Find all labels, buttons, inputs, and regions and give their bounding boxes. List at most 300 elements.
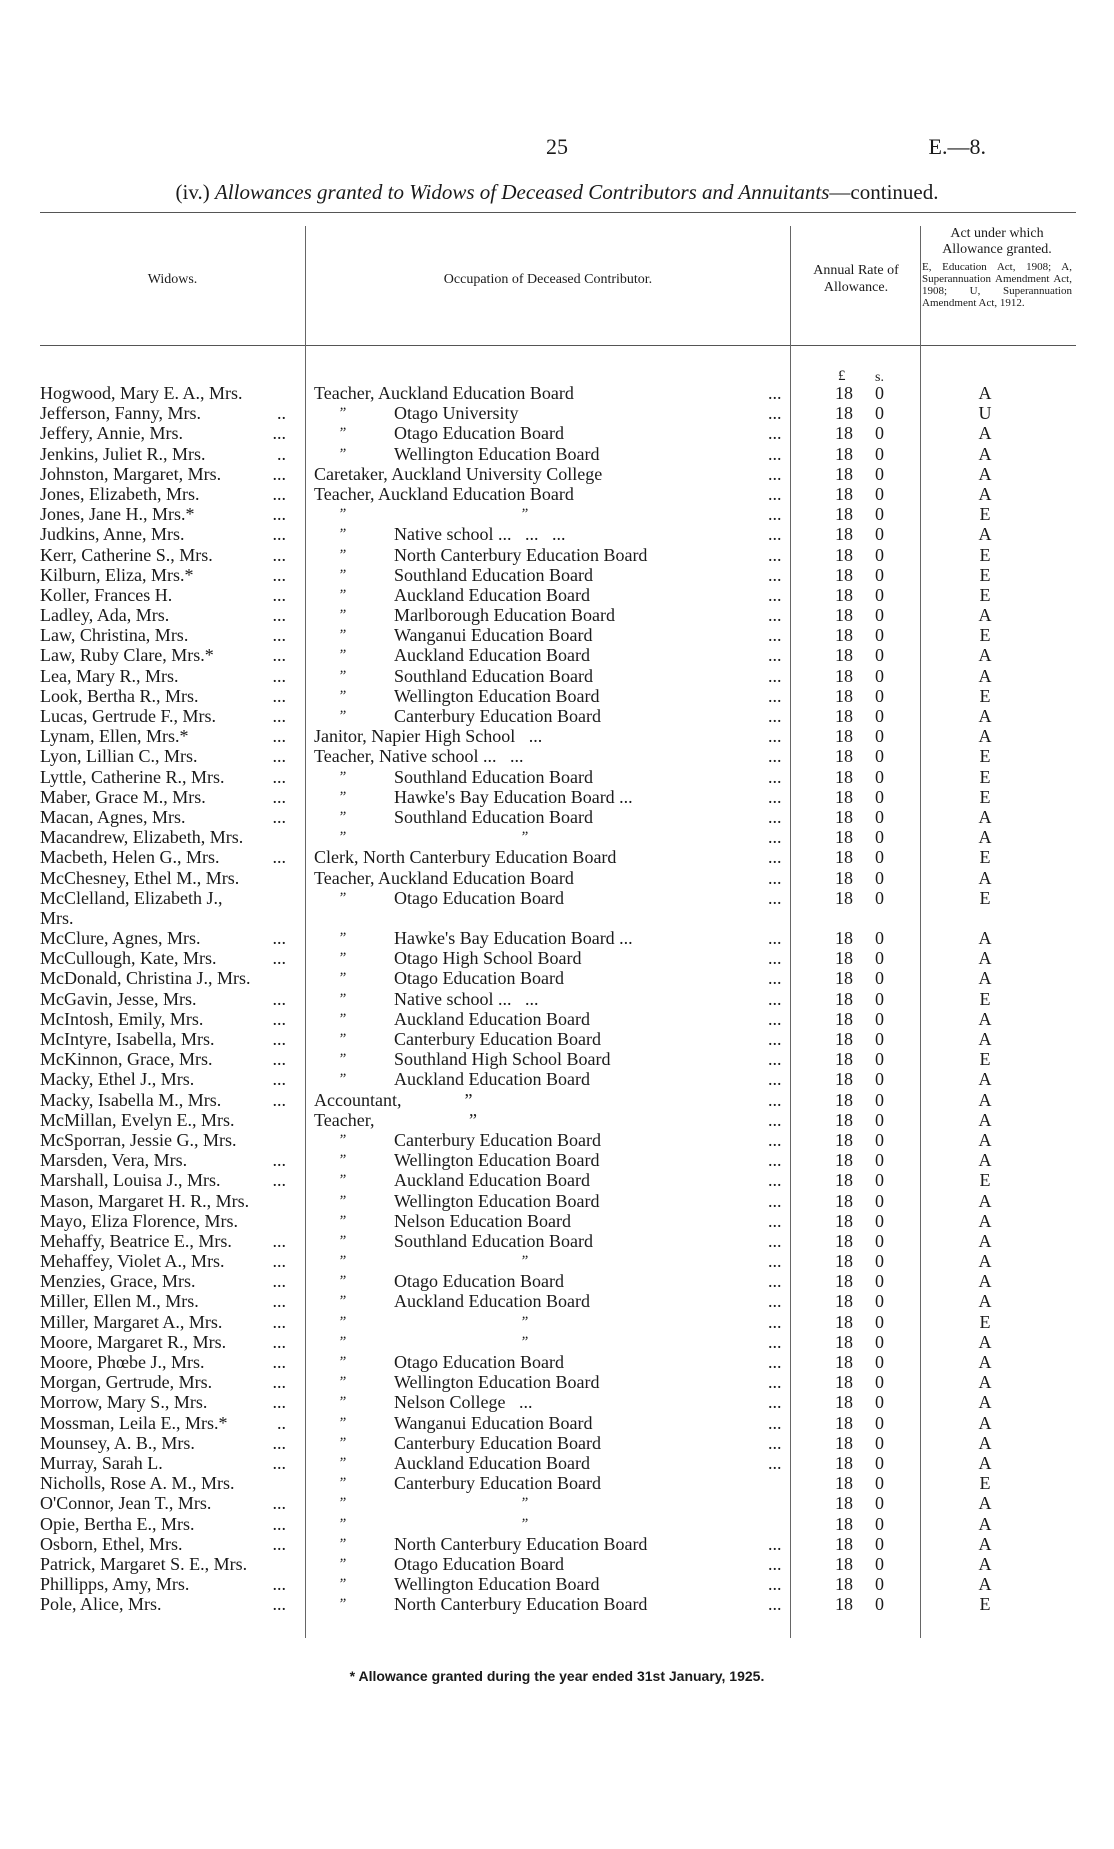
ditto-mark: ” xyxy=(338,647,347,664)
occupation: Marlborough Education Board xyxy=(394,605,615,626)
rate-pounds: 18 xyxy=(835,403,853,424)
occupation: Canterbury Education Board xyxy=(394,1029,601,1050)
widow-name-cell xyxy=(40,847,298,867)
ditto-mark: ” xyxy=(338,687,347,704)
table-row xyxy=(0,1534,1114,1554)
widow-name: Mehaffey, Violet A., Mrs. xyxy=(40,1251,225,1272)
occupation: Hawke's Bay Education Board ... xyxy=(394,928,633,949)
widow-name: McIntyre, Isabella, Mrs. xyxy=(40,1029,215,1050)
table-row xyxy=(0,888,1114,928)
rate-shillings: 0 xyxy=(875,584,884,605)
occupation-leader-dots: ... xyxy=(768,1432,782,1453)
ditto-mark: ” xyxy=(338,566,347,583)
act-code: A xyxy=(978,1574,992,1595)
rate-shillings: 0 xyxy=(875,948,884,969)
widow-name-cell xyxy=(40,1473,298,1493)
rate-shillings: 0 xyxy=(875,1210,884,1231)
table-row xyxy=(0,767,1114,787)
occupation: Wellington Education Board xyxy=(394,685,600,706)
occupation: Southland Education Board xyxy=(394,564,593,585)
widow-name-cell xyxy=(40,1090,298,1110)
occupation-leader-dots: ... xyxy=(768,968,782,989)
ditto-mark: ” xyxy=(338,1172,347,1189)
ditto-mark: ” xyxy=(338,1414,347,1431)
ditto-mark: ” xyxy=(338,627,347,644)
occupation: Nelson College ... xyxy=(394,1392,533,1413)
act-code: A xyxy=(978,1190,992,1211)
widow-name: Lynam, Ellen, Mrs.* xyxy=(40,726,189,747)
name-leader-dots: ... xyxy=(272,706,286,726)
act-code: E xyxy=(979,584,991,605)
occupation-leader-dots: ... xyxy=(768,1574,782,1595)
name-leader-dots: ... xyxy=(272,665,286,686)
widow-name-cell xyxy=(40,1170,298,1190)
widow-name-cell xyxy=(40,868,298,888)
ditto-mark: ” xyxy=(338,1212,347,1229)
rate-shillings: 0 xyxy=(875,1452,884,1473)
column-header-act-note: E, Education Act, 1908; A, Superannuation Amendment Act, 1908; U, Superannuation Amendment Act, 1912. xyxy=(922,261,1072,309)
ditto-mark: ” xyxy=(338,829,347,846)
occupation-leader-dots: ... xyxy=(768,1372,782,1393)
act-code: A xyxy=(978,928,992,949)
widow-name: Murray, Sarah L. xyxy=(40,1452,163,1473)
act-code: A xyxy=(978,948,992,969)
ditto-mark: ” xyxy=(338,526,347,543)
act-code: A xyxy=(978,1432,992,1453)
rate-shillings: 0 xyxy=(875,1089,884,1110)
table-row xyxy=(0,807,1114,827)
rate-shillings: 0 xyxy=(875,1553,884,1574)
occupation-leader-dots: ... xyxy=(768,403,782,424)
name-leader-dots: ... xyxy=(272,1170,286,1191)
ditto-mark: ” xyxy=(338,1576,347,1593)
widow-name: Lyon, Lillian C., Mrs. xyxy=(40,746,198,767)
table-row xyxy=(0,1029,1114,1049)
table-row xyxy=(0,1312,1114,1332)
widow-name: Moore, Phœbe J., Mrs. xyxy=(40,1352,205,1373)
rate-pounds: 18 xyxy=(835,1008,853,1029)
occupation-leader-dots: ... xyxy=(768,786,782,807)
table-row xyxy=(0,444,1114,464)
rate-shillings: 0 xyxy=(875,968,884,989)
act-code: A xyxy=(978,1493,992,1514)
rate-pounds: 18 xyxy=(835,1311,853,1332)
occupation: Southland Education Board xyxy=(394,665,593,686)
widow-name-cell xyxy=(40,1049,298,1069)
act-code: A xyxy=(978,1129,992,1150)
widow-name-cell xyxy=(40,484,298,504)
widow-name: Nicholls, Rose A. M., Mrs. xyxy=(40,1473,235,1494)
rate-pounds: 18 xyxy=(835,1432,853,1453)
ditto-mark: ” xyxy=(338,1434,347,1451)
occupation-leader-dots: ... xyxy=(768,1533,782,1554)
occupation: Teacher, ” xyxy=(314,1109,477,1130)
occupation-leader-dots: ... xyxy=(768,988,782,1009)
column-header-act-line1: Act under which xyxy=(950,226,1044,241)
widow-name-cell xyxy=(40,827,298,847)
ditto-mark: ” xyxy=(338,768,347,785)
table-row xyxy=(0,1251,1114,1271)
widow-name-cell xyxy=(40,1493,298,1513)
occupation: Wanganui Education Board xyxy=(394,1412,593,1433)
occupation-leader-dots: ... xyxy=(768,504,782,525)
act-code: A xyxy=(978,423,992,444)
widow-name: Phillipps, Amy, Mrs. xyxy=(40,1574,190,1595)
act-code: A xyxy=(978,1291,992,1312)
rate-pounds: 18 xyxy=(835,665,853,686)
table-row xyxy=(0,1191,1114,1211)
widow-name: Mossman, Leila E., Mrs.* xyxy=(40,1412,228,1433)
widow-name: Macky, Isabella M., Mrs. xyxy=(40,1089,222,1110)
occupation-leader-dots: ... xyxy=(768,1029,782,1050)
rate-pounds: 18 xyxy=(835,1331,853,1352)
name-leader-dots: ... xyxy=(272,1574,286,1595)
occupation-leader-dots: ... xyxy=(768,584,782,605)
rate-shillings: 0 xyxy=(875,1129,884,1150)
table-row xyxy=(0,1130,1114,1150)
widow-name-cell xyxy=(40,423,298,443)
rate-pounds: 18 xyxy=(835,867,853,888)
table-row xyxy=(0,1231,1114,1251)
rate-shillings: 0 xyxy=(875,423,884,444)
name-leader-dots: ... xyxy=(272,1311,286,1332)
widow-name: Judkins, Anne, Mrs. xyxy=(40,524,185,545)
act-code: A xyxy=(978,1392,992,1413)
widow-name: Maber, Grace M., Mrs. xyxy=(40,786,206,807)
occupation: Southland Education Board xyxy=(394,1230,593,1251)
occupation: North Canterbury Education Board xyxy=(394,1594,648,1615)
act-code: A xyxy=(978,968,992,989)
ditto-mark: ” xyxy=(338,1192,347,1209)
rate-shillings: 0 xyxy=(875,1412,884,1433)
occupation: Teacher, Native school ... ... xyxy=(314,746,524,767)
table-row xyxy=(0,1110,1114,1130)
rate-pounds: 18 xyxy=(835,1533,853,1554)
rate-shillings: 0 xyxy=(875,1251,884,1272)
name-leader-dots: ... xyxy=(272,645,286,666)
rate-pounds: 18 xyxy=(835,1594,853,1615)
table-row xyxy=(0,1554,1114,1574)
table-row xyxy=(0,1453,1114,1473)
act-code: A xyxy=(978,1533,992,1554)
rate-pounds: 18 xyxy=(835,1150,853,1171)
act-code: A xyxy=(978,1412,992,1433)
occupation: Nelson Education Board xyxy=(394,1210,571,1231)
occupation-leader-dots: ... xyxy=(768,1129,782,1150)
name-leader-dots: ... xyxy=(272,1331,286,1352)
occupation: Teacher, Auckland Education Board xyxy=(314,483,574,504)
table-row xyxy=(0,968,1114,988)
ditto-mark: ” xyxy=(338,930,347,947)
occupation-leader-dots: ... xyxy=(768,544,782,565)
occupation-leader-dots: ... xyxy=(768,847,782,868)
occupation: ” xyxy=(520,829,529,846)
rate-shillings: 0 xyxy=(875,1008,884,1029)
widow-name-cell xyxy=(40,504,298,524)
rate-pounds: 18 xyxy=(835,1493,853,1514)
widow-name: McClure, Agnes, Mrs. xyxy=(40,928,201,949)
widow-name-cell xyxy=(40,464,298,484)
widow-name-cell xyxy=(40,989,298,1009)
widow-name: Mounsey, A. B., Mrs. xyxy=(40,1432,195,1453)
occupation-leader-dots: ... xyxy=(768,1271,782,1292)
widow-name-cell xyxy=(40,1231,298,1251)
table-row xyxy=(0,464,1114,484)
widow-name-cell xyxy=(40,1069,298,1089)
ditto-mark: ” xyxy=(338,1232,347,1249)
occupation-leader-dots: ... xyxy=(768,1069,782,1090)
occupation-leader-dots: ... xyxy=(768,1311,782,1332)
rate-pounds: 18 xyxy=(835,685,853,706)
table-row xyxy=(0,1332,1114,1352)
rate-shillings: 0 xyxy=(875,504,884,525)
act-code: A xyxy=(978,383,992,403)
widow-name-cell xyxy=(40,746,298,766)
occupation: ” xyxy=(520,1495,529,1512)
ditto-mark: ” xyxy=(338,950,347,967)
rate-shillings: 0 xyxy=(875,564,884,585)
rate-shillings: 0 xyxy=(875,1150,884,1171)
ditto-mark: ” xyxy=(338,667,347,684)
name-leader-dots: ... xyxy=(272,1352,286,1373)
widow-name: Jeffery, Annie, Mrs. xyxy=(40,423,183,444)
name-leader-dots: ... xyxy=(272,726,286,747)
table-row xyxy=(0,1413,1114,1433)
section-title-text: Allowances granted to Widows of Deceased Contributors and Annuitants xyxy=(214,180,830,204)
rate-pounds: 18 xyxy=(835,443,853,464)
ditto-mark: ” xyxy=(338,405,347,422)
name-leader-dots: ... xyxy=(272,463,286,484)
ditto-mark: ” xyxy=(338,1475,347,1492)
widow-name: Law, Christina, Mrs. xyxy=(40,625,189,646)
act-code: A xyxy=(978,524,992,545)
widow-name: Mason, Margaret H. R., Mrs. xyxy=(40,1190,250,1211)
act-code: A xyxy=(978,1210,992,1231)
rate-pounds: 18 xyxy=(835,968,853,989)
page-number: 25 xyxy=(546,134,568,159)
act-code: A xyxy=(978,605,992,626)
widow-name-cell xyxy=(40,565,298,585)
widow-name: Jenkins, Juliet R., Mrs. xyxy=(40,443,206,464)
act-code: E xyxy=(979,766,991,787)
act-code: E xyxy=(979,1170,991,1191)
widow-name-cell xyxy=(40,1009,298,1029)
widow-name-cell xyxy=(40,1312,298,1332)
rate-shillings: 0 xyxy=(875,383,884,403)
table-row xyxy=(0,625,1114,645)
widow-name-cell xyxy=(40,1392,298,1412)
occupation: Teacher, Auckland Education Board xyxy=(314,383,574,403)
act-code: A xyxy=(978,1089,992,1110)
rate-shillings: 0 xyxy=(875,766,884,787)
ditto-mark: ” xyxy=(338,1131,347,1148)
occupation: Clerk, North Canterbury Education Board xyxy=(314,847,617,868)
table-row xyxy=(0,1170,1114,1190)
occupation: Native school ... ... ... xyxy=(394,524,566,545)
widow-name-cell xyxy=(40,1534,298,1554)
widow-name-cell xyxy=(40,1372,298,1392)
occupation-leader-dots: ... xyxy=(768,867,782,888)
name-leader-dots: ... xyxy=(272,847,286,868)
table-row xyxy=(0,1594,1114,1614)
rate-shillings: 0 xyxy=(875,1533,884,1554)
rate-pounds: 18 xyxy=(835,483,853,504)
rate-pounds: 18 xyxy=(835,988,853,1009)
act-code: A xyxy=(978,1352,992,1373)
rate-pounds: 18 xyxy=(835,1170,853,1191)
widow-name-cell xyxy=(40,605,298,625)
occupation: Otago Education Board xyxy=(394,1352,564,1373)
table-row xyxy=(0,645,1114,665)
rate-pounds: 18 xyxy=(835,746,853,767)
occupation-leader-dots: ... xyxy=(768,1392,782,1413)
occupation: Teacher, Auckland Education Board xyxy=(314,867,574,888)
widow-name: Kerr, Catherine S., Mrs. xyxy=(40,544,213,565)
act-code: A xyxy=(978,1452,992,1473)
widow-name: Osborn, Ethel, Mrs. xyxy=(40,1533,183,1554)
rate-pounds: 18 xyxy=(835,786,853,807)
widow-name-cell xyxy=(40,1130,298,1150)
widow-name: Lea, Mary R., Mrs. xyxy=(40,665,179,686)
ditto-mark: ” xyxy=(338,1293,347,1310)
table-row xyxy=(0,847,1114,867)
act-code: A xyxy=(978,1372,992,1393)
name-leader-dots: ... xyxy=(272,928,286,949)
widow-name: Lyttle, Catherine R., Mrs. xyxy=(40,766,225,787)
name-leader-dots: .. xyxy=(277,443,286,464)
occupation: Wanganui Education Board xyxy=(394,625,593,646)
name-leader-dots: ... xyxy=(272,625,286,646)
rate-shillings: 0 xyxy=(875,1594,884,1615)
widow-name-cell xyxy=(40,1433,298,1453)
header-top-rule xyxy=(40,212,1076,213)
occupation-leader-dots: ... xyxy=(768,1412,782,1433)
rate-shillings: 0 xyxy=(875,1352,884,1373)
table-row xyxy=(0,1493,1114,1513)
rate-shillings: 0 xyxy=(875,1493,884,1514)
widow-name-cell xyxy=(40,767,298,787)
allowance-table-body xyxy=(0,383,1114,1614)
name-leader-dots: ... xyxy=(272,786,286,807)
widow-name-cell xyxy=(40,383,298,403)
widow-name-cell xyxy=(40,524,298,544)
occupation: Otago Education Board xyxy=(394,968,564,989)
name-leader-dots: ... xyxy=(272,1452,286,1473)
name-leader-dots: ... xyxy=(272,1372,286,1393)
rate-pounds: 18 xyxy=(835,463,853,484)
rate-shillings: 0 xyxy=(875,827,884,848)
occupation-leader-dots: ... xyxy=(768,443,782,464)
name-leader-dots: ... xyxy=(272,423,286,444)
act-code: E xyxy=(979,847,991,868)
table-row xyxy=(0,545,1114,565)
act-code: A xyxy=(978,463,992,484)
rate-shillings: 0 xyxy=(875,1331,884,1352)
ditto-mark: ” xyxy=(338,1333,347,1350)
occupation: Otago University xyxy=(394,403,519,424)
widow-name: Miller, Margaret A., Mrs. xyxy=(40,1311,223,1332)
rate-shillings: 0 xyxy=(875,463,884,484)
widow-name: Morgan, Gertrude, Mrs. xyxy=(40,1372,213,1393)
table-row xyxy=(0,1271,1114,1291)
act-code: A xyxy=(978,443,992,464)
act-code: A xyxy=(978,806,992,827)
ditto-mark: ” xyxy=(338,788,347,805)
rate-pounds: 18 xyxy=(835,1412,853,1433)
table-row xyxy=(0,1372,1114,1392)
occupation: ” xyxy=(520,1333,529,1350)
table-row xyxy=(0,1211,1114,1231)
rate-shillings: 0 xyxy=(875,1069,884,1090)
rate-shillings: 0 xyxy=(875,1271,884,1292)
ditto-mark: ” xyxy=(338,1495,347,1512)
rate-pounds: 18 xyxy=(835,423,853,444)
occupation: Canterbury Education Board xyxy=(394,1473,601,1494)
table-row xyxy=(0,746,1114,766)
occupation: Canterbury Education Board xyxy=(394,1129,601,1150)
widow-name: McGavin, Jesse, Mrs. xyxy=(40,988,197,1009)
occupation-leader-dots: ... xyxy=(768,665,782,686)
rate-pounds: 18 xyxy=(835,1291,853,1312)
occupation-leader-dots: ... xyxy=(768,1089,782,1110)
occupation-leader-dots: ... xyxy=(768,1008,782,1029)
rate-pounds: 18 xyxy=(835,1069,853,1090)
rate-pounds: 18 xyxy=(835,1553,853,1574)
occupation: Auckland Education Board xyxy=(394,1008,590,1029)
ditto-mark: ” xyxy=(338,425,347,442)
occupation: North Canterbury Education Board xyxy=(394,544,648,565)
ditto-mark: ” xyxy=(338,889,347,906)
rate-shillings: 0 xyxy=(875,1432,884,1453)
ditto-mark: ” xyxy=(338,586,347,603)
occupation-leader-dots: ... xyxy=(768,1553,782,1574)
widow-name: Jones, Elizabeth, Mrs. xyxy=(40,483,200,504)
rate-shillings: 0 xyxy=(875,665,884,686)
name-leader-dots: ... xyxy=(272,1029,286,1050)
widow-name-cell xyxy=(40,686,298,706)
widow-name-cell xyxy=(40,1271,298,1291)
rate-shillings: 0 xyxy=(875,706,884,726)
table-row xyxy=(0,1291,1114,1311)
rate-shillings: 0 xyxy=(875,887,884,908)
widow-name-cell xyxy=(40,1352,298,1372)
act-code: E xyxy=(979,1594,991,1615)
rate-shillings: 0 xyxy=(875,1392,884,1413)
act-code: E xyxy=(979,544,991,565)
occupation-leader-dots: ... xyxy=(768,766,782,787)
ditto-mark: ” xyxy=(338,1071,347,1088)
occupation: ” xyxy=(520,1515,529,1532)
widow-name-cell xyxy=(40,666,298,686)
document-code: E.—8. xyxy=(928,134,986,159)
rate-pounds: 18 xyxy=(835,1473,853,1494)
widow-name-cell xyxy=(40,645,298,665)
occupation-leader-dots: ... xyxy=(768,1170,782,1191)
rate-shillings: 0 xyxy=(875,847,884,868)
occupation-leader-dots: ... xyxy=(768,605,782,626)
rate-pounds: 18 xyxy=(835,827,853,848)
occupation-leader-dots: ... xyxy=(768,806,782,827)
widow-name-cell xyxy=(40,1554,298,1574)
name-leader-dots: ... xyxy=(272,1008,286,1029)
name-leader-dots: ... xyxy=(272,1493,286,1514)
table-row xyxy=(0,403,1114,423)
rate-pounds: 18 xyxy=(835,766,853,787)
rate-shillings: 0 xyxy=(875,544,884,565)
act-code: A xyxy=(978,665,992,686)
occupation: Native school ... ... xyxy=(394,988,539,1009)
widow-name: Macan, Agnes, Mrs. xyxy=(40,806,186,827)
